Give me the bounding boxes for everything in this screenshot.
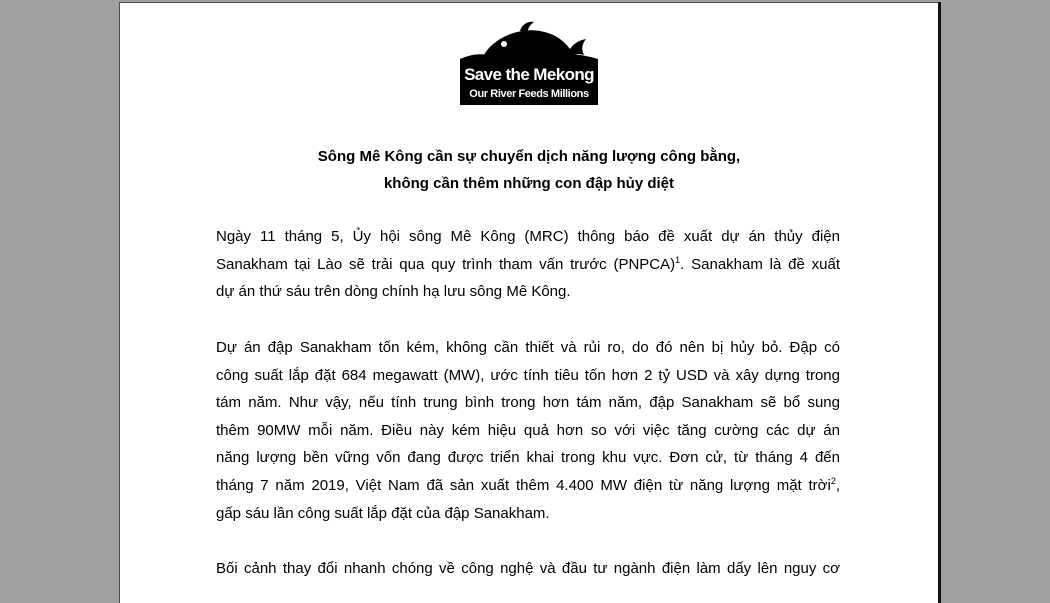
title-line-2: không cần thêm những con đập hủy diệt	[383, 175, 675, 192]
paragraph-3-line-1: Bối cảnh thay đổi nhanh chóng về công nghệ và đầu tư ngành điện làm dấy lên nguy cơ	[216, 560, 840, 577]
paragraph-1-line-1: Ngày 11 tháng 5, Ủy hội sông Mê Kông (MRC) thông báo đề xuất dự án thủy điện	[216, 228, 840, 245]
footnote-2-marker[interactable]: 2	[830, 475, 836, 486]
paragraph-2-line-7: gấp sáu lần công suất lắp đặt của đập Sanakham.	[216, 504, 550, 522]
line-text: tháng 7 năm 2019, Việt Nam đã sản xuất thêm 4.400 MW điện từ năng lượng mặt trời	[216, 476, 831, 494]
save-the-mekong-logo	[460, 13, 598, 105]
paragraph-2-line-6	[216, 472, 840, 500]
line-text: . Sanakham là đề xuất	[680, 255, 840, 273]
paragraph-3	[216, 555, 840, 583]
title-line-1: Sông Mê Kông cần sự chuyển dịch năng lượng công bằng,	[317, 148, 741, 165]
paragraph-2-line-1: Dự án đập Sanakham tốn kém, không cần thiết và rủi ro, do đó nên bị hủy bỏ. Đập có	[216, 339, 840, 356]
paragraph-2-line-5: năng lượng bền vững vốn đang được triển khai trong khu vực. Đơn cử, từ tháng 4 đến	[216, 449, 840, 467]
paragraph-1	[216, 223, 840, 306]
paragraph-2-line-4: thêm 90MW mỗi năm. Điều này kém hiệu quả hơn so với việc tăng cường các dự án	[216, 421, 840, 439]
logo-tagline: Our River Feeds Millions	[469, 88, 589, 100]
logo-title: Save the Mekong	[464, 65, 594, 84]
paragraph-2-line-2: công suất lắp đặt 684 megawatt (MW), ước tính tiêu tốn hơn 2 tỷ USD và xây dựng trong	[216, 366, 840, 384]
paragraph-1-line-2	[216, 251, 840, 279]
line-text: ,	[835, 476, 840, 494]
line-text: Sanakham tại Lào sẽ trải qua quy trình tham vấn trước (PNPCA)	[216, 255, 676, 273]
document-page	[119, 2, 938, 603]
paragraph-1-line-3: dự án thứ sáu trên dòng chính hạ lưu sông Mê Kông.	[216, 283, 571, 301]
footnote-1-marker[interactable]: 1	[675, 254, 681, 265]
paragraph-2-line-3: tám năm. Như vậy, nếu tính trung bình trong hơn tám năm, đập Sanakham sẽ bổ sung	[216, 394, 840, 412]
document-title	[120, 143, 938, 197]
paragraph-2	[216, 334, 840, 527]
